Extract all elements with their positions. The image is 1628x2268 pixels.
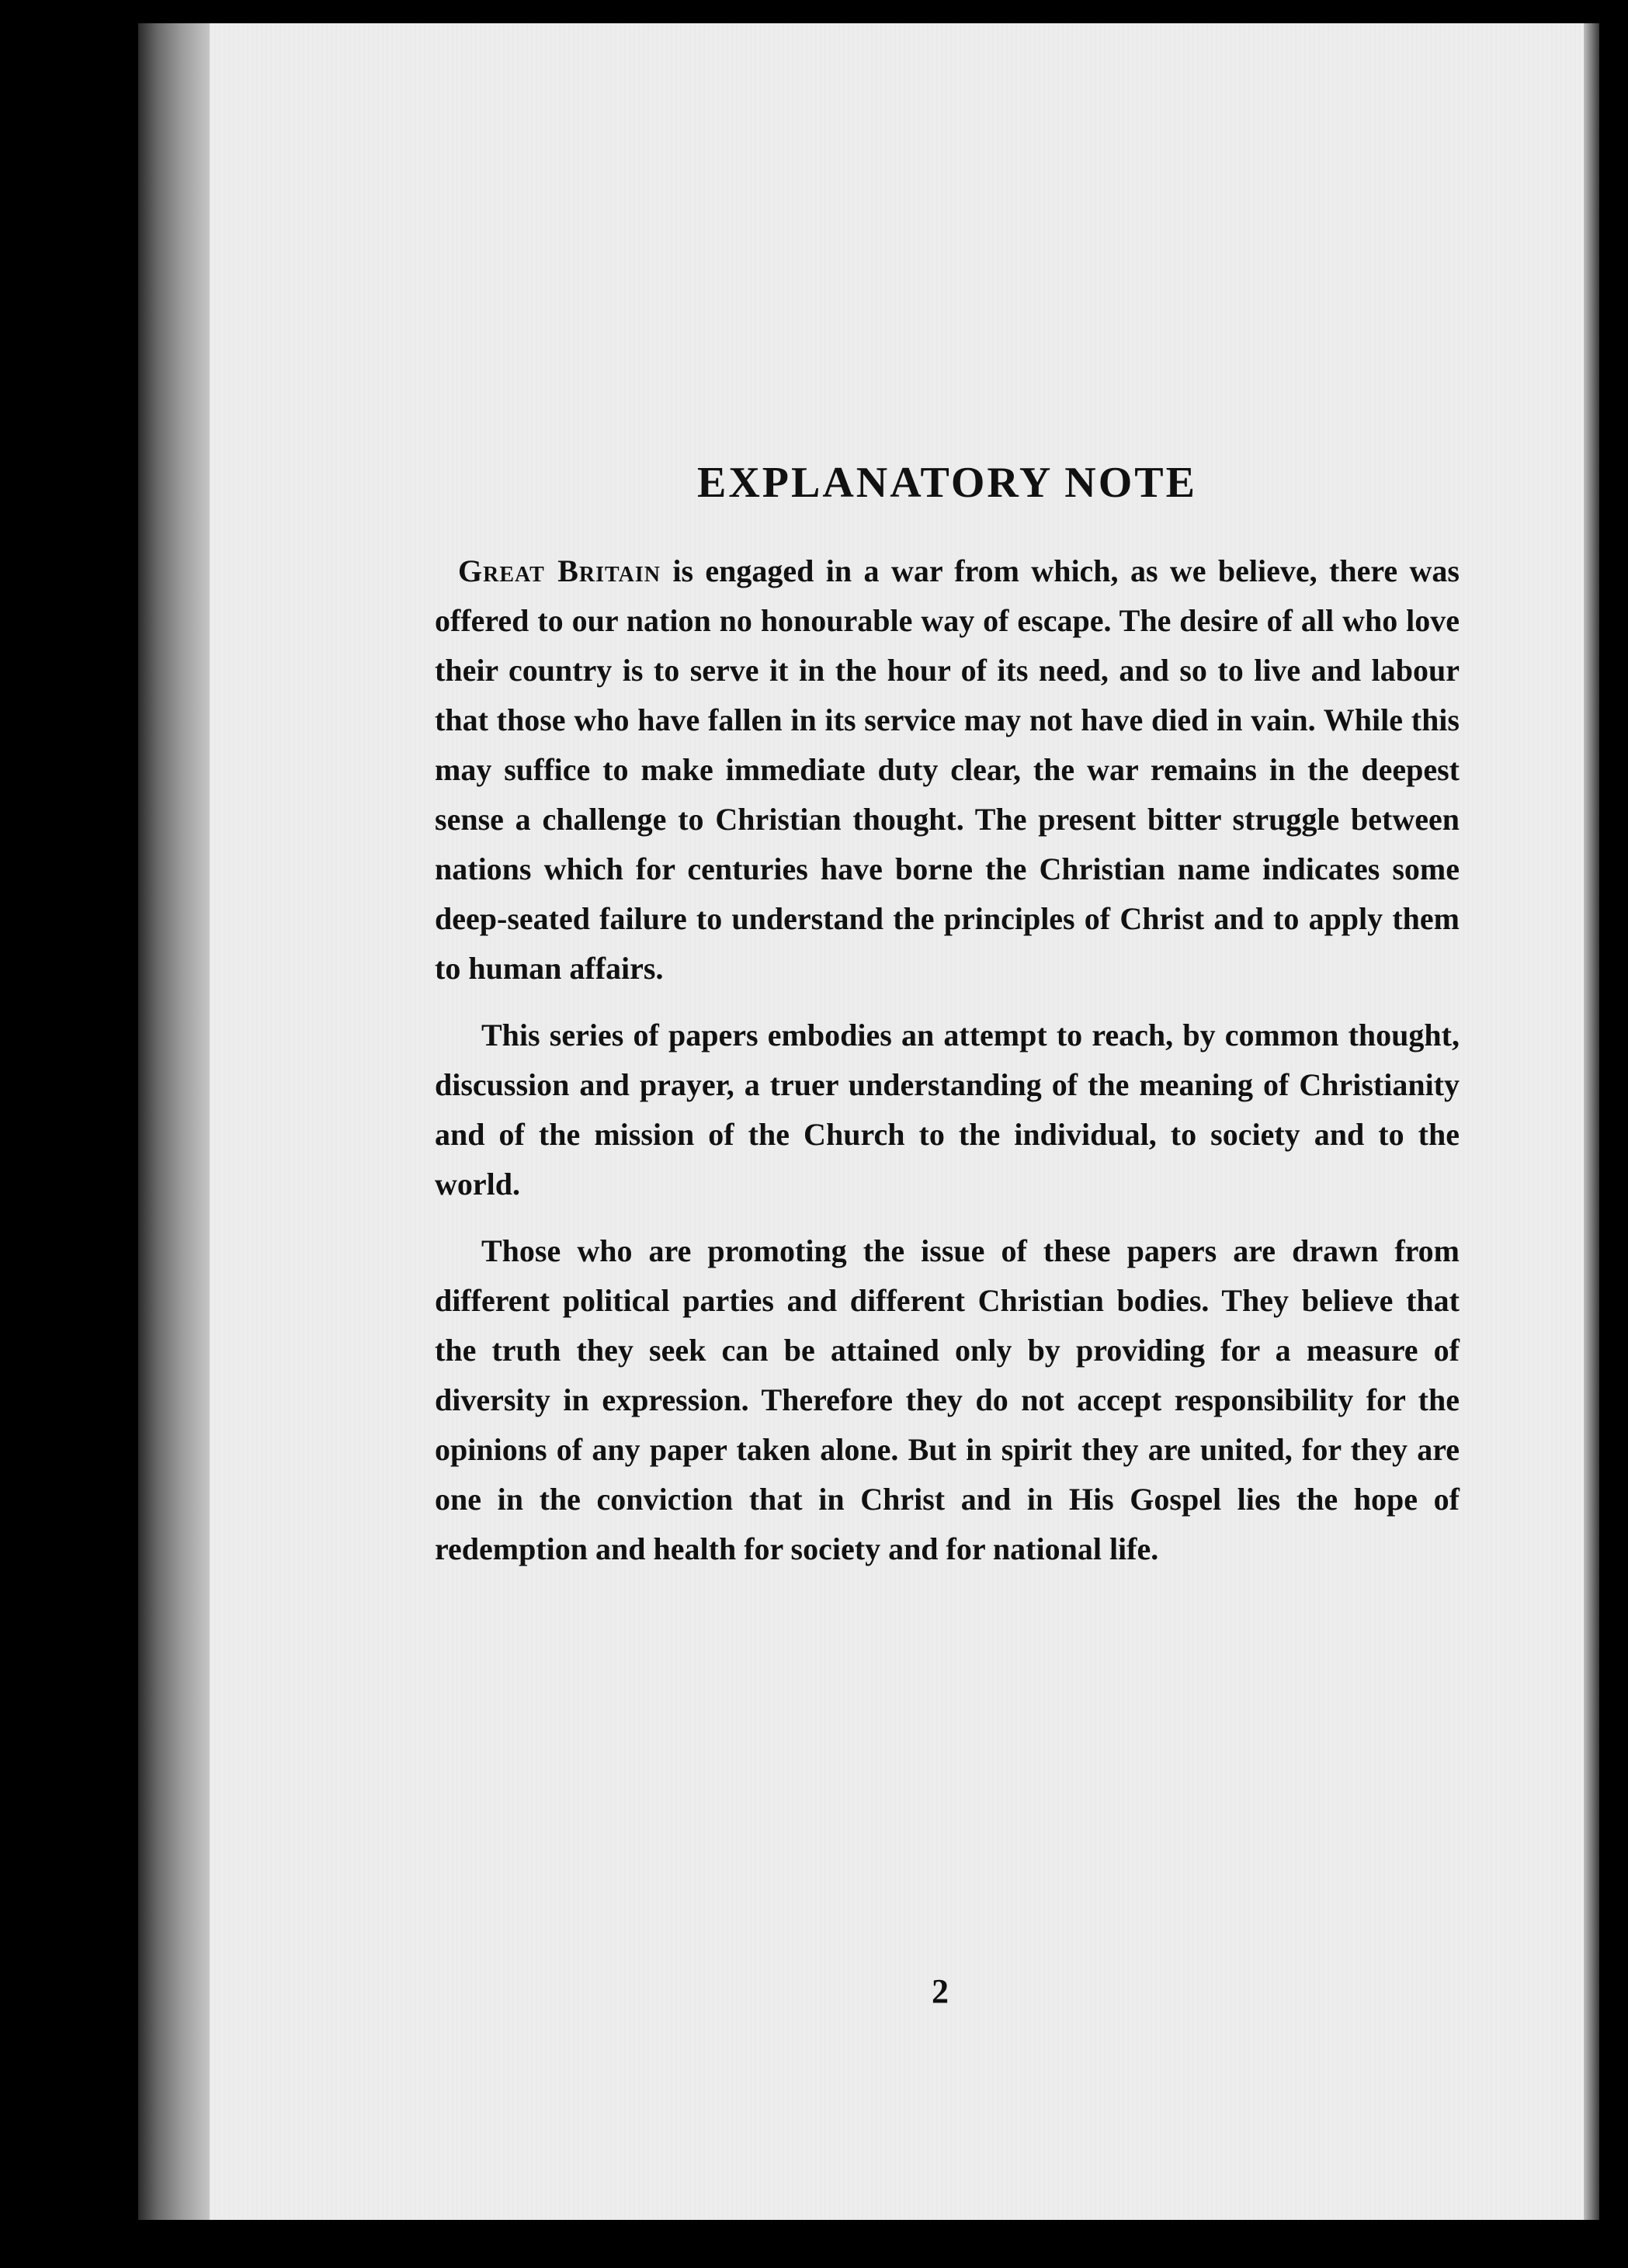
book-binding-edge: [138, 23, 216, 2220]
paragraph-1: [435, 546, 1460, 994]
paragraph-1-lead: Great Britain: [458, 553, 661, 588]
page-title: EXPLANATORY NOTE: [697, 459, 1197, 507]
page-edge-shadow: [1584, 23, 1599, 2220]
paragraph-1-text: is engaged in a war from which, as we believe, there was offered to our nation no honourable way of escape. The desire of all who love their country is to serve it in the hour of its need, and so to live and labour that those who have fallen in its service may not have died in vain. While this may suffice to make immediate duty clear, the war remains in the deepest sense a challenge to Christian thought. The present bitter struggle between nations which for centuries have borne the Christian name indicates some deep-seated failure to understand the principles of Christ and to apply them to human affairs.: [435, 553, 1460, 986]
paragraph-3: Those who are promoting the issue of these papers are drawn from different political parties and different Christian bodies. They believe that the truth they seek can be attained only by providing for a measure of diversity in expression. Therefore they do not accept responsibility for the opinions of any paper taken alone. But in spirit they are united, for they are one in the conviction that in Christ and in His Gospel lies the hope of redemption and health for society and for national life.: [435, 1233, 1460, 1566]
page-number: 2: [932, 1972, 949, 2010]
page-content: [435, 458, 1460, 1591]
paragraph-2: This series of papers embodies an attempt to reach, by common thought, discussion and prayer, a truer understanding of the meaning of Christianity and of the mission of the Church to the individual, to society and to the world.: [435, 1018, 1460, 1202]
